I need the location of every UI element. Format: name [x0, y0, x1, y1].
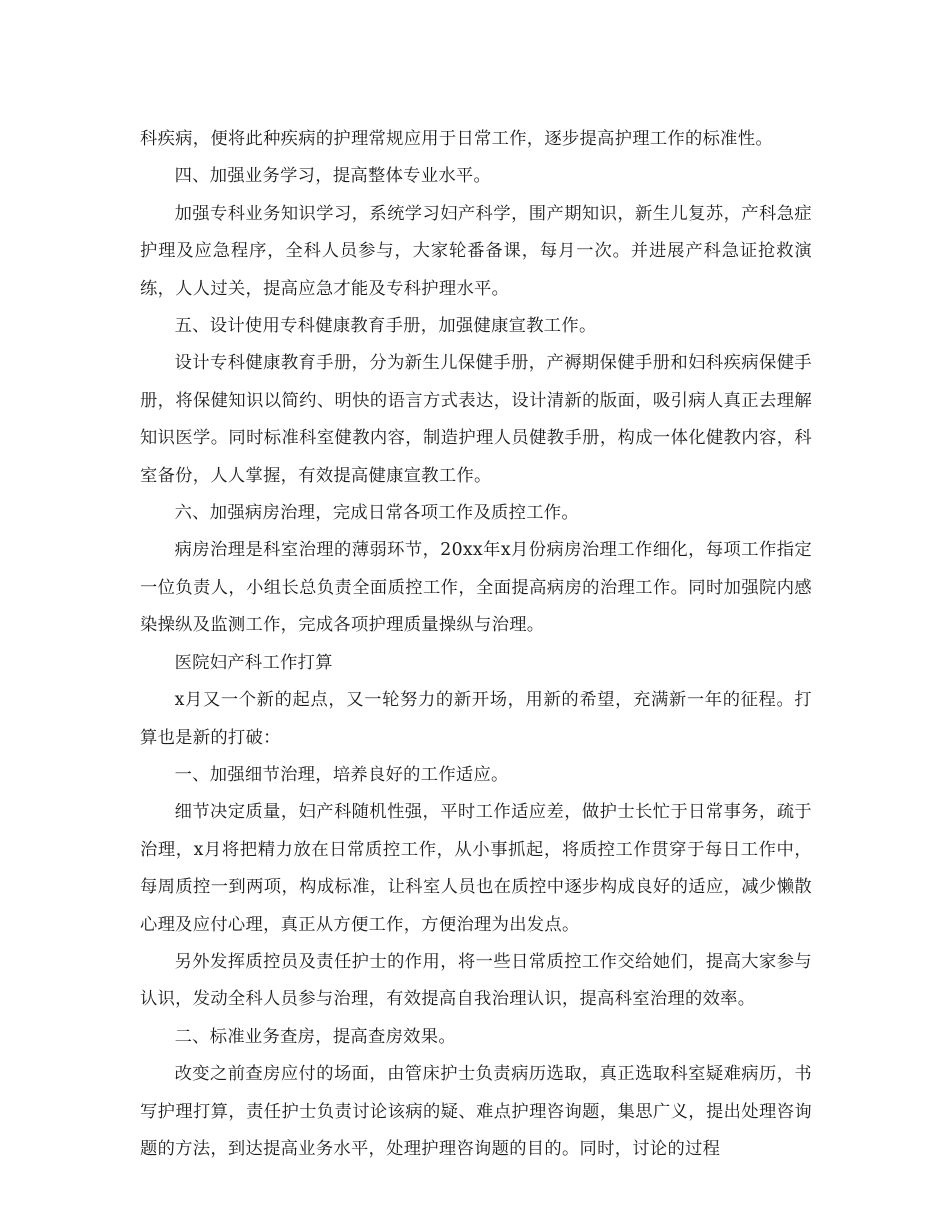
- paragraph-11: 细节决定质量，妇产科随机性强，平时工作适应差，做护士长忙于日常事务，疏于治理，x月将把精力放在日常质控工作，从小事抓起，将质控工作贯穿于每日工作中，每周质控一到两项，构成标准，让科室人员也在质控中逐步构成良好的适应，减少懒散心理及应付心理，真正从方便工作，方便治理为出发点。: [140, 802, 812, 935]
- document-body: [140, 121, 812, 1168]
- paragraph-3: 加强专科业务知识学习，系统学习妇产科学，围产期知识，新生儿复苏，产科急症护理及应急程序，全科人员参与，大家轮番备课，每月一次。并进展产科急证抢救演练，人人过关，提高应急才能及专科护理水平。: [140, 203, 812, 299]
- paragraph-9: x月又一个新的起点，又一轮努力的新开场，用新的希望，充满新一年的征程。打算也是新的打破：: [140, 690, 812, 748]
- section-heading-2: 二、标准业务查房，提高查房效果。: [174, 1026, 456, 1047]
- paragraph-5: 设计专科健康教育手册，分为新生儿保健手册，产褥期保健手册和妇科疾病保健手册，将保健知识以简约、明快的语言方式表达，设计清新的版面，吸引病人真正去理解知识医学。同时标准科室健教内容，制造护理人员健教手册，构成一体化健教内容，科室备份，人人掌握，有效提高健康宣教工作。: [140, 353, 812, 486]
- section-heading-5: 五、设计使用专科健康教育手册，加强健康宣教工作。: [174, 316, 597, 337]
- section-heading-4: 四、加强业务学习，提高整体专业水平。: [174, 166, 492, 187]
- section-heading-1: 一、加强细节治理，培养良好的工作适应。: [174, 764, 509, 785]
- plan-title: 医院妇产科工作打算: [174, 652, 333, 673]
- paragraph-7: 病房治理是科室治理的薄弱环节，20xx年x月份病房治理工作细化，每项工作指定一位负责人，小组长总负责全面质控工作，全面提高病房的治理工作。同时加强院内感染操纵及监测工作，完成各项护理质量操纵与治理。: [140, 540, 812, 636]
- section-heading-6: 六、加强病房治理，完成日常各项工作及质控工作。: [174, 503, 579, 524]
- paragraph-1: 科疾病，便将此种疾病的护理常规应用于日常工作，逐步提高护理工作的标准性。: [140, 129, 773, 149]
- paragraph-14: 改变之前查房应付的场面，由管床护士负责病历选取，真正选取科室疑难病历，书写护理打算，责任护士负责讨论该病的疑、难点护理咨询题，集思广义，提出处理咨询题的方法，到达提高业务水平，处理护理咨询题的目的。同时，讨论的过程: [140, 1064, 812, 1159]
- paragraph-12: 另外发挥质控员及责任护士的作用，将一些日常质控工作交给她们，提高大家参与认识，发动全科人员参与治理，有效提高自我治理认识，提高科室治理的效率。: [140, 951, 812, 1010]
